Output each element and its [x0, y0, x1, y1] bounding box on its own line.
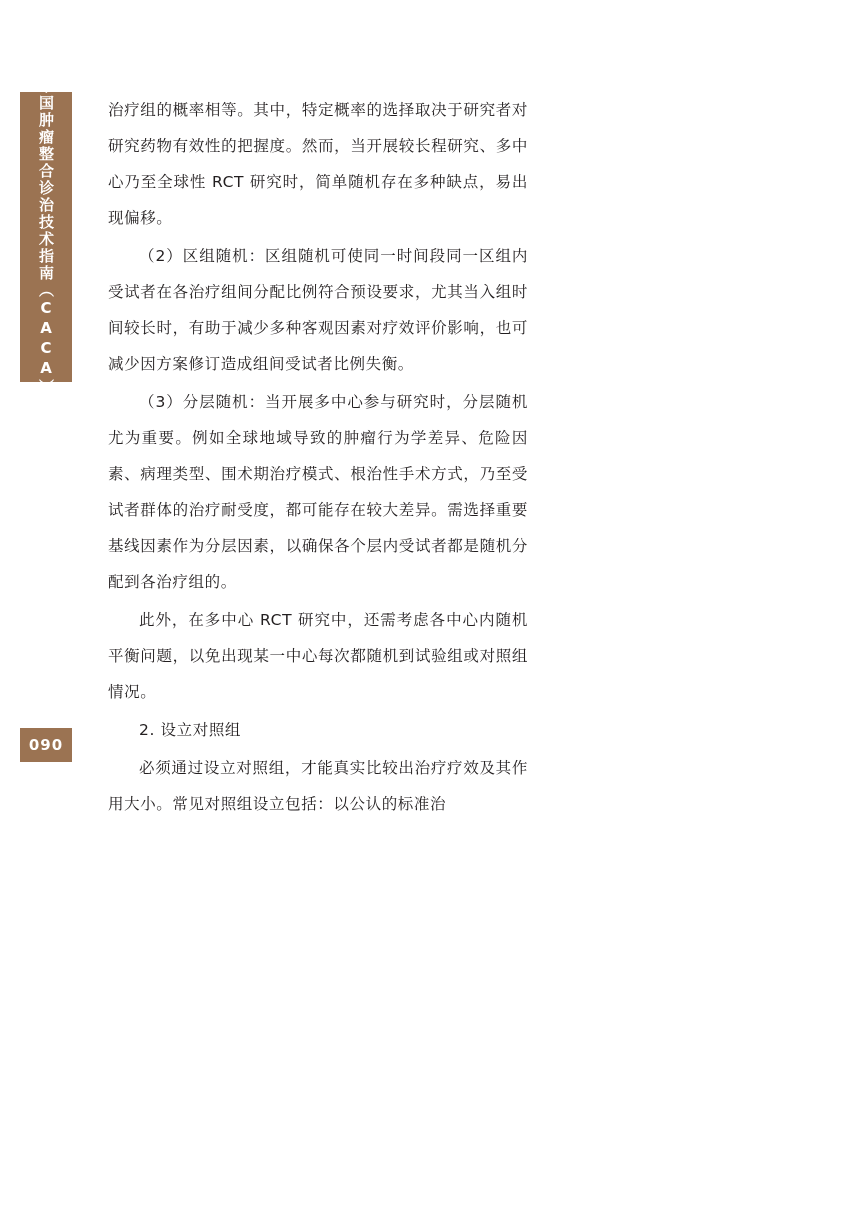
paragraph: （2）区组随机：区组随机可使同一时间段同一区组内受试者在各治疗组间分配比例符合预设要求，尤其当入组时间较长时，有助于减少多种客观因素对疗效评价影响，也可减少因方案修订造成组间受试者比例失衡。 — [108, 247, 528, 373]
paragraph: 必须通过设立对照组，才能真实比较出治疗疗效及其作用大小。常见对照组设立包括：以公认的标准治 — [108, 759, 528, 813]
side-tab-title-text: 中国肿瘤整合诊治技术指南（CACA） — [37, 78, 55, 396]
paragraph: （3）分层随机：当开展多中心参与研究时，分层随机尤为重要。例如全球地域导致的肿瘤行为学差异、危险因素、病理类型、围术期治疗模式、根治性手术方式，乃至受试者群体的治疗耐受度，都可能存在较大差异。需选择重要基线因素作为分层因素，以确保各个层内受试者都是随机分配到各治疗组的。 — [108, 393, 528, 591]
page-number-text: 090 — [28, 736, 64, 754]
paragraph: 此外，在多中心 RCT 研究中，还需考虑各中心内随机平衡问题，以免出现某一中心每次都随机到试验组或对照组情况。 — [108, 611, 528, 701]
page-number-badge — [20, 728, 72, 762]
paragraph: 治疗组的概率相等。其中，特定概率的选择取决于研究者对研究药物有效性的把握度。然而，当开展较长程研究、多中心乃至全球性 RCT 研究时，简单随机存在多种缺点，易出现偏移。 — [108, 101, 528, 227]
side-tab-book-title — [20, 78, 72, 396]
body-text-column — [108, 92, 528, 824]
section-heading: 2. 设立对照组 — [139, 721, 242, 739]
